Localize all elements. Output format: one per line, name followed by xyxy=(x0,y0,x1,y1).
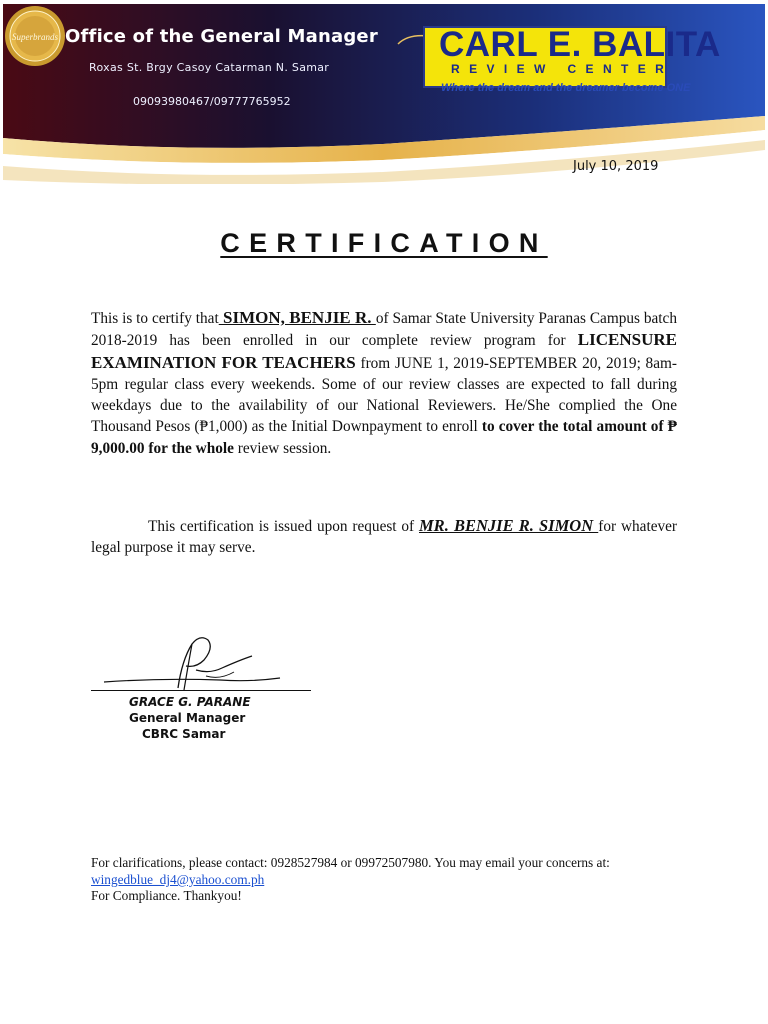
exam-name: LICENSURE EXAMINATION FOR TEACHERS xyxy=(91,330,677,372)
letter-date: July 10, 2019 xyxy=(573,159,659,174)
certification-paragraph xyxy=(91,307,677,459)
footer-email-link[interactable]: wingedblue_dj4@yahoo.com.ph xyxy=(91,872,265,887)
handwritten-signature xyxy=(100,630,290,694)
signatory-organization: CBRC Samar xyxy=(142,727,226,741)
document-title: CERTIFICATION xyxy=(220,228,548,258)
office-title: Office of the General Manager xyxy=(65,26,378,47)
logo-subtitle: REVIEW CENTER xyxy=(451,62,674,76)
logo-tagline: Where the dream and the dreamer become ONE xyxy=(441,82,691,94)
superbrands-seal-icon xyxy=(3,4,67,68)
signatory-title: General Manager xyxy=(129,711,246,725)
p1-intro: This is to certify that xyxy=(91,310,219,327)
p1-end: review session. xyxy=(233,439,332,457)
request-paragraph xyxy=(91,515,677,559)
office-phones: 09093980467/09777765952 xyxy=(133,95,291,108)
p1-school: of Samar State University Paranas Campus batch 2018-2019 has been enrolled in our complete review program for xyxy=(91,310,677,350)
p1-schedule: from JUNE 1, 2019-SEPTEMBER 20, 2019; 8am-5pm regular class every weekends. Some of our review classes are expected to fall during weekdays due to the availability of our National Reviewers. He/She complied the One Thousand Pesos (₱1,000) as the Initial Downpayment to enroll xyxy=(91,354,677,436)
office-address: Roxas St. Brgy Casoy Catarman N. Samar xyxy=(89,61,330,74)
requester-name: MR. BENJIE R. SIMON xyxy=(419,516,599,535)
footer-compliance: For Compliance. Thankyou! xyxy=(91,888,242,903)
logo-name: CARL E. BALITA xyxy=(439,25,721,64)
p2-end: for whatever legal purpose it may serve. xyxy=(91,518,678,557)
signature-line xyxy=(91,690,311,691)
seal-label: Superbrands xyxy=(11,32,59,42)
p2-intro: This certification is issued upon request of xyxy=(148,518,420,535)
total-amount: to cover the total amount of ₱ 9,000.00 for the whole xyxy=(91,418,677,457)
signatory-name: GRACE G. PARANE xyxy=(129,695,251,709)
letterhead-banner xyxy=(3,4,765,184)
student-name: SIMON, BENJIE R. xyxy=(218,308,376,327)
footer-contact: For clarifications, please contact: 0928527984 or 09972507980. You may email your concerns at: xyxy=(91,855,610,870)
